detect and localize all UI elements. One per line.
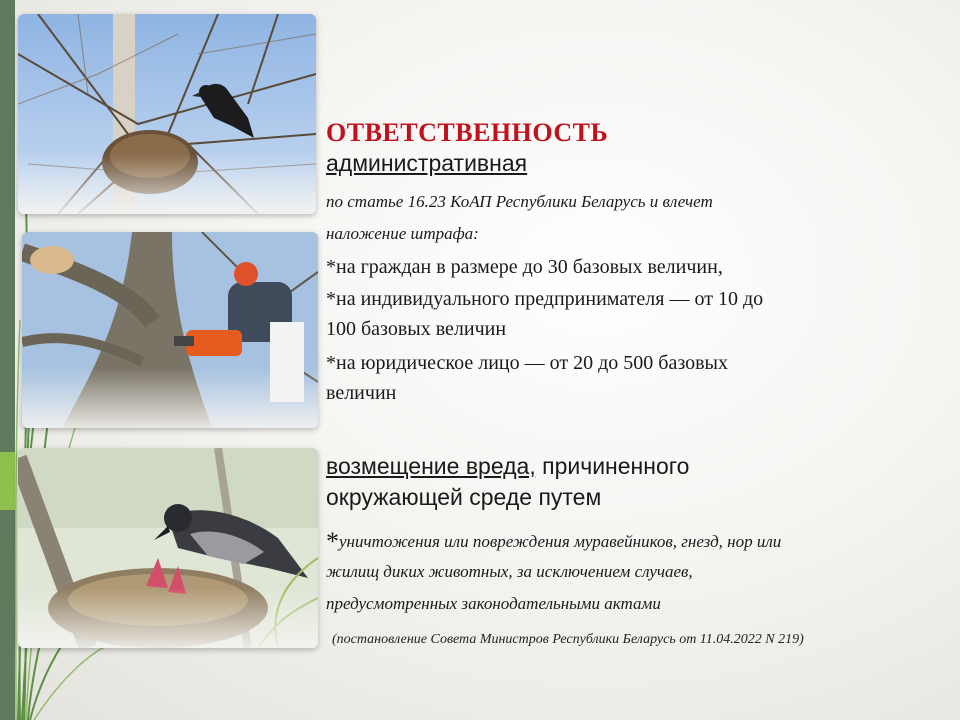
damage-heading-line-2: окружающей среде путем [326,484,602,510]
admin-heading: административная [326,150,528,176]
fine-legal-line-2: величин [326,382,397,404]
damage-item-star: * [326,527,339,556]
fine-citizens: *на граждан в размере до 30 базовых величин, [326,256,723,278]
fine-legal-line-1: *на юридическое лицо — от 20 до 500 базовых [326,352,728,374]
admin-intro-line-1: по статье 16.23 КоАП Республики Беларусь и влечет [326,192,713,211]
chainsaw-arborist-photo [22,232,318,428]
damage-item-text-1: уничтожения или повреждения муравейников, гнезд, нор или [339,532,782,551]
damage-item-line-2: жилищ диких животных, за исключением случаев, [326,562,693,581]
damage-heading-underlined: возмещение вреда, [326,453,536,479]
legal-note: (постановление Совета Министров Республики Беларусь от 11.04.2022 N 219) [332,632,804,647]
slide-title: ОТВЕТСТВЕННОСТЬ [326,118,609,147]
damage-item-line-1 [326,527,781,557]
crow-chicks-photo [18,448,318,648]
damage-heading-rest: причиненного [535,453,690,479]
admin-intro-line-2: наложение штрафа: [326,224,479,243]
fine-entrepreneur-line-2: 100 базовых величин [326,318,507,340]
crow-nest-photo [18,14,316,214]
damage-item-line-3: предусмотренных законодательными актами [326,594,661,613]
damage-heading-line-1 [326,453,689,480]
fine-entrepreneur-line-1: *на индивидуального предпринимателя — от 10 до [326,288,764,310]
